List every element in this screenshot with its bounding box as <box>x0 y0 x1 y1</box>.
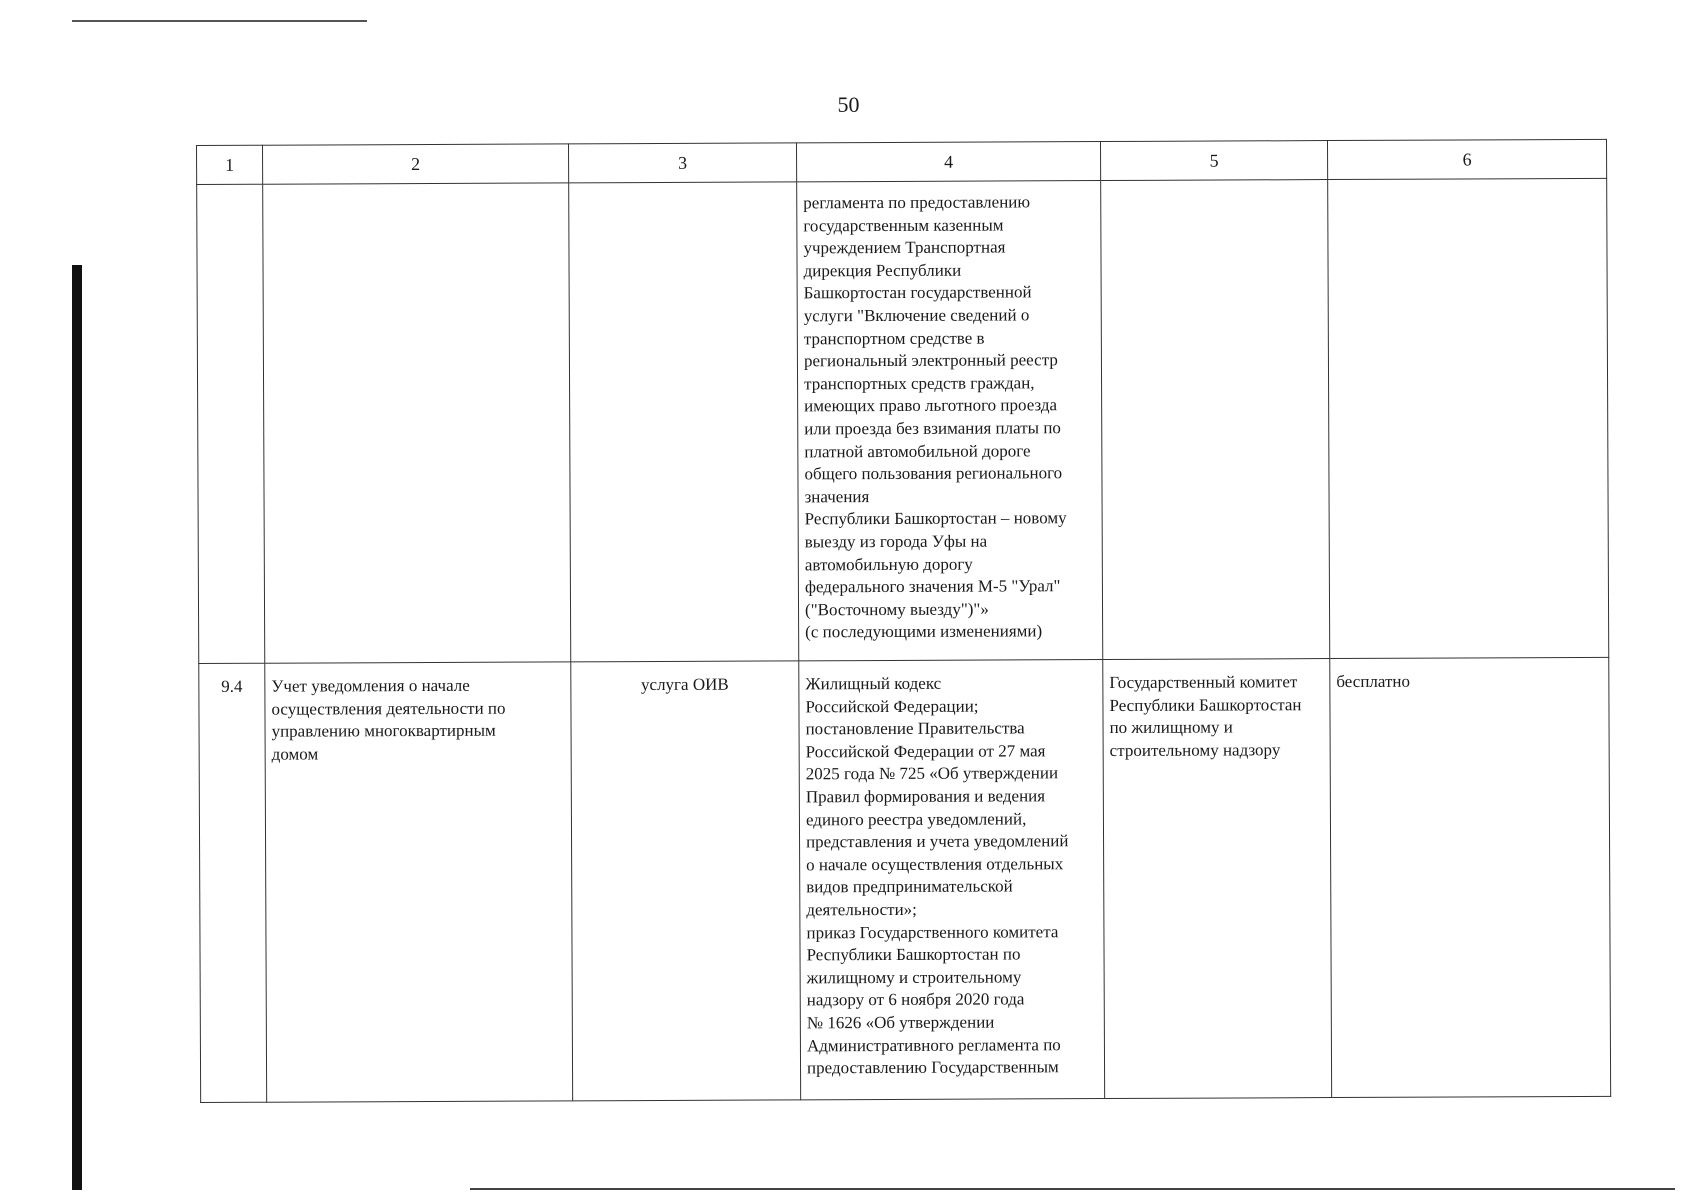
scan-left-edge <box>72 265 82 1190</box>
text-line: о начале осуществления отдельных <box>806 853 1064 875</box>
text-line: Республики Башкортостан по <box>806 944 1021 965</box>
text-line: управлению многоквартирным <box>271 720 496 741</box>
column-header-3: 3 <box>568 143 796 183</box>
service-name <box>265 662 573 1102</box>
text-line: транспортных средств граждан, <box>804 373 1035 394</box>
cont-cell-name <box>263 183 571 663</box>
scan-bottom-line <box>470 1188 1675 1190</box>
text-line: автомобильную дорогу <box>804 554 973 574</box>
table-row-continuation <box>197 178 1609 663</box>
text-line: ("Восточному выезду")"» <box>804 599 989 620</box>
row-number: 9.4 <box>199 663 267 1102</box>
text-line: выезду из города Уфы на <box>804 531 988 552</box>
text-line: деятельности»; <box>806 899 917 920</box>
text-line: транспортном средстве в <box>803 328 985 348</box>
table-header-row <box>197 139 1607 184</box>
scan-top-line <box>72 20 367 22</box>
column-header-2: 2 <box>263 144 569 184</box>
text-line: Жилищный кодекс <box>805 673 942 694</box>
text-line: (с последующими изменениями) <box>805 621 1043 642</box>
services-table <box>196 139 1611 1103</box>
cont-cell-number <box>197 184 265 663</box>
text-line: № 1626 «Об утверждении <box>806 1012 995 1033</box>
text-line: региональный электронный реестр <box>803 350 1058 371</box>
legal-basis <box>799 660 1105 1100</box>
text-line: Республики Башкортостан <box>1109 694 1302 715</box>
service-type: услуга ОИВ <box>571 661 801 1101</box>
text-line: учреждением Транспортная <box>803 237 1006 258</box>
column-header-4: 4 <box>796 142 1100 182</box>
text-line: Российской Федерации от 27 мая <box>805 741 1046 762</box>
text-line: по жилищному и <box>1109 717 1233 738</box>
column-header-1: 1 <box>197 145 263 184</box>
text-line: общего пользования регионального <box>804 463 1063 484</box>
text-line: предоставлению Государственным <box>806 1057 1059 1078</box>
text-line: федерального значения М-5 "Урал" <box>804 576 1061 597</box>
text-line: приказ Государственного комитета <box>806 921 1059 942</box>
text-line: осуществления деятельности по <box>271 698 506 719</box>
cont-cell-legal-basis <box>797 181 1103 661</box>
text-line: домом <box>271 744 319 764</box>
table-row-9-4 <box>199 657 1611 1102</box>
text-line: услуги "Включение сведений о <box>803 305 1030 326</box>
text-line: государственным казенным <box>803 215 1004 235</box>
text-line: жилищному и строительному <box>806 967 1022 988</box>
text-line: Правил формирования и ведения <box>805 786 1046 807</box>
cont-cell-type <box>569 182 799 662</box>
text-line: регламента по предоставлению <box>803 192 1031 213</box>
text-line: имеющих право льготного проезда <box>804 395 1058 416</box>
text-line: дирекция Республики <box>803 260 962 281</box>
responsible-authority <box>1103 659 1332 1099</box>
column-header-6: 6 <box>1327 139 1606 179</box>
cont-cell-authority <box>1101 180 1330 660</box>
text-line: единого реестра уведомлений, <box>805 808 1027 829</box>
text-line: представления и учета уведомлений <box>806 831 1069 852</box>
page-number: 50 <box>837 92 860 117</box>
text-line: строительному надзору <box>1109 740 1281 760</box>
cont-cell-fee <box>1328 178 1609 658</box>
text-line: Учет уведомления о начале <box>271 675 470 696</box>
text-line: платной автомобильной дороге <box>804 440 1031 461</box>
text-line: Республики Башкортостан – новому <box>804 508 1067 529</box>
text-line: видов предпринимательской <box>806 876 1013 897</box>
text-line: постановление Правительства <box>805 718 1025 739</box>
text-line: надзору от 6 ноября 2020 года <box>806 989 1025 1010</box>
text-line: Административного регламента по <box>806 1034 1061 1055</box>
text-line: Государственный комитет <box>1109 672 1298 693</box>
text-line: значения <box>804 486 870 507</box>
text-line: Башкортостан государственной <box>803 282 1032 303</box>
column-header-5: 5 <box>1100 141 1327 181</box>
fee: бесплатно <box>1330 657 1611 1097</box>
text-line: 2025 года № 725 «Об утверждении <box>805 763 1059 784</box>
text-line: или проезда без взимания платы по <box>804 418 1061 439</box>
text-line: Российской Федерации; <box>805 696 979 716</box>
